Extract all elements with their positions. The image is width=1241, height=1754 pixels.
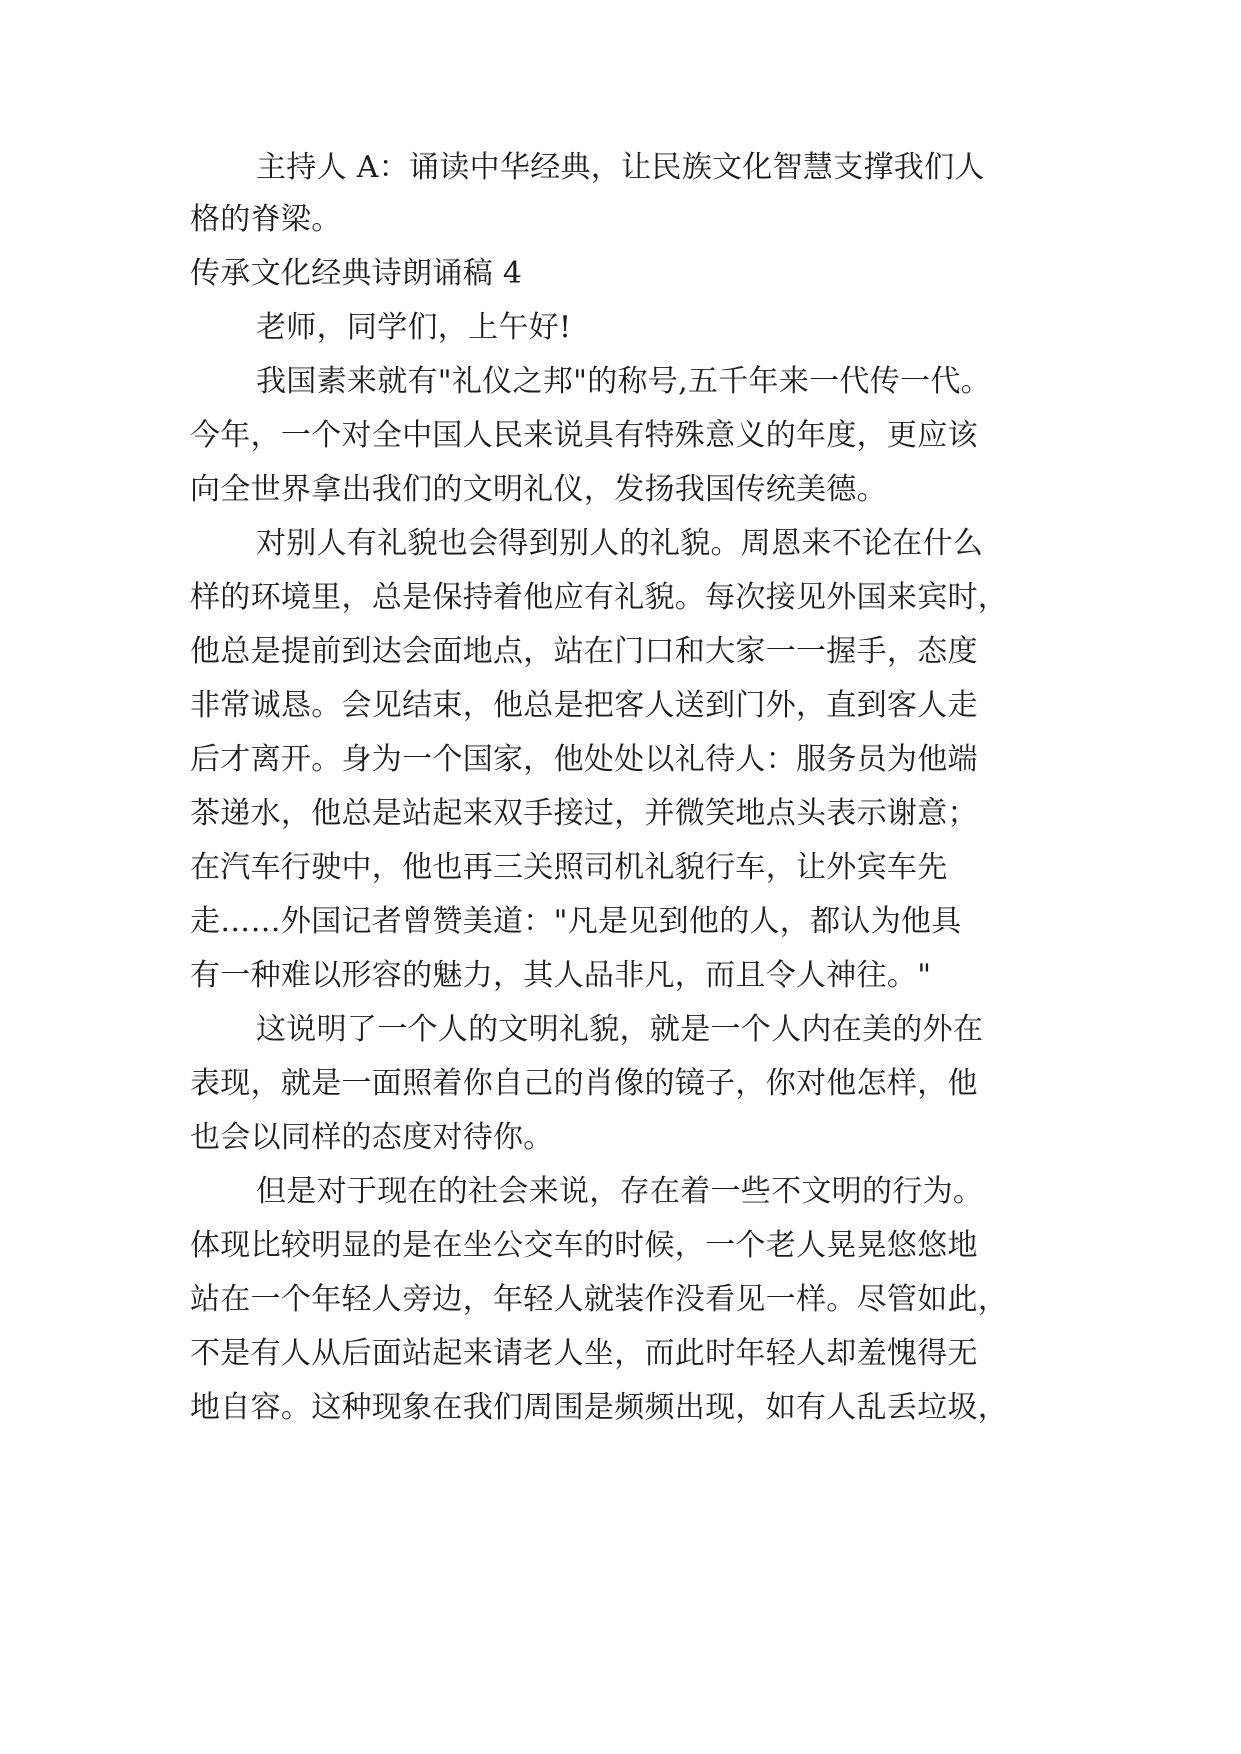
paragraph-line: 非常诚恳。会见结束，他总是把客人送到门外，直到客人走 <box>190 688 978 723</box>
paragraph-line: 后才离开。身为一个国家，他处处以礼待人：服务员为他端 <box>190 742 978 777</box>
paragraph-line: 表现，就是一面照着你自己的肖像的镜子，你对他怎样，他 <box>190 1066 978 1101</box>
paragraph-line: 我国素来就有"礼仪之邦"的称号,五千年来一代传一代。 <box>256 364 991 399</box>
paragraph-line: 茶递水，他总是站起来双手接过，并微笑地点头表示谢意； <box>190 796 978 831</box>
paragraph-line: 但是对于现在的社会来说，存在着一些不文明的行为。 <box>256 1174 984 1209</box>
paragraph-line: 今年，一个对全中国人民来说具有特殊意义的年度，更应该 <box>190 418 978 453</box>
section-heading: 传承文化经典诗朗诵稿 4 <box>190 256 523 291</box>
paragraph-line: 体现比较明显的是在坐公交车的时候，一个老人晃晃悠悠地 <box>190 1228 978 1263</box>
paragraph-line: 他总是提前到达会面地点，站在门口和大家一一握手，态度 <box>190 634 978 669</box>
paragraph-line: 这说明了一个人的文明礼貌，就是一个人内在美的外在 <box>256 1012 984 1047</box>
paragraph-line: 走……外国记者曾赞美道："凡是见到他的人，都认为他具 <box>190 904 962 939</box>
paragraph-line: 也会以同样的态度对待你。 <box>190 1120 554 1155</box>
paragraph-line: 在汽车行驶中，他也再三关照司机礼貌行车，让外宾车先 <box>190 850 948 885</box>
paragraph-line: 站在一个年轻人旁边，年轻人就装作没看见一样。尽管如此， <box>190 1282 1009 1317</box>
paragraph-line: 不是有人从后面站起来请老人坐，而此时年轻人却羞愧得无 <box>190 1336 978 1371</box>
paragraph-line: 样的环境里，总是保持着他应有礼貌。每次接见外国来宾时， <box>190 580 1009 615</box>
paragraph-line: 主持人 A：诵读中华经典，让民族文化智慧支撑我们人 <box>256 150 985 185</box>
paragraph-line: 向全世界拿出我们的文明礼仪，发扬我国传统美德。 <box>190 472 887 507</box>
paragraph-line: 老师，同学们，上午好! <box>256 310 572 345</box>
paragraph-line: 有一种难以形容的魅力，其人品非凡，而且令人神往。" <box>190 958 932 993</box>
paragraph-line: 地自容。这种现象在我们周围是频频出现，如有人乱丢垃圾， <box>190 1390 1009 1425</box>
paragraph-line: 对别人有礼貌也会得到别人的礼貌。周恩来不论在什么 <box>256 526 984 561</box>
paragraph-line: 格的脊梁。 <box>190 202 342 237</box>
